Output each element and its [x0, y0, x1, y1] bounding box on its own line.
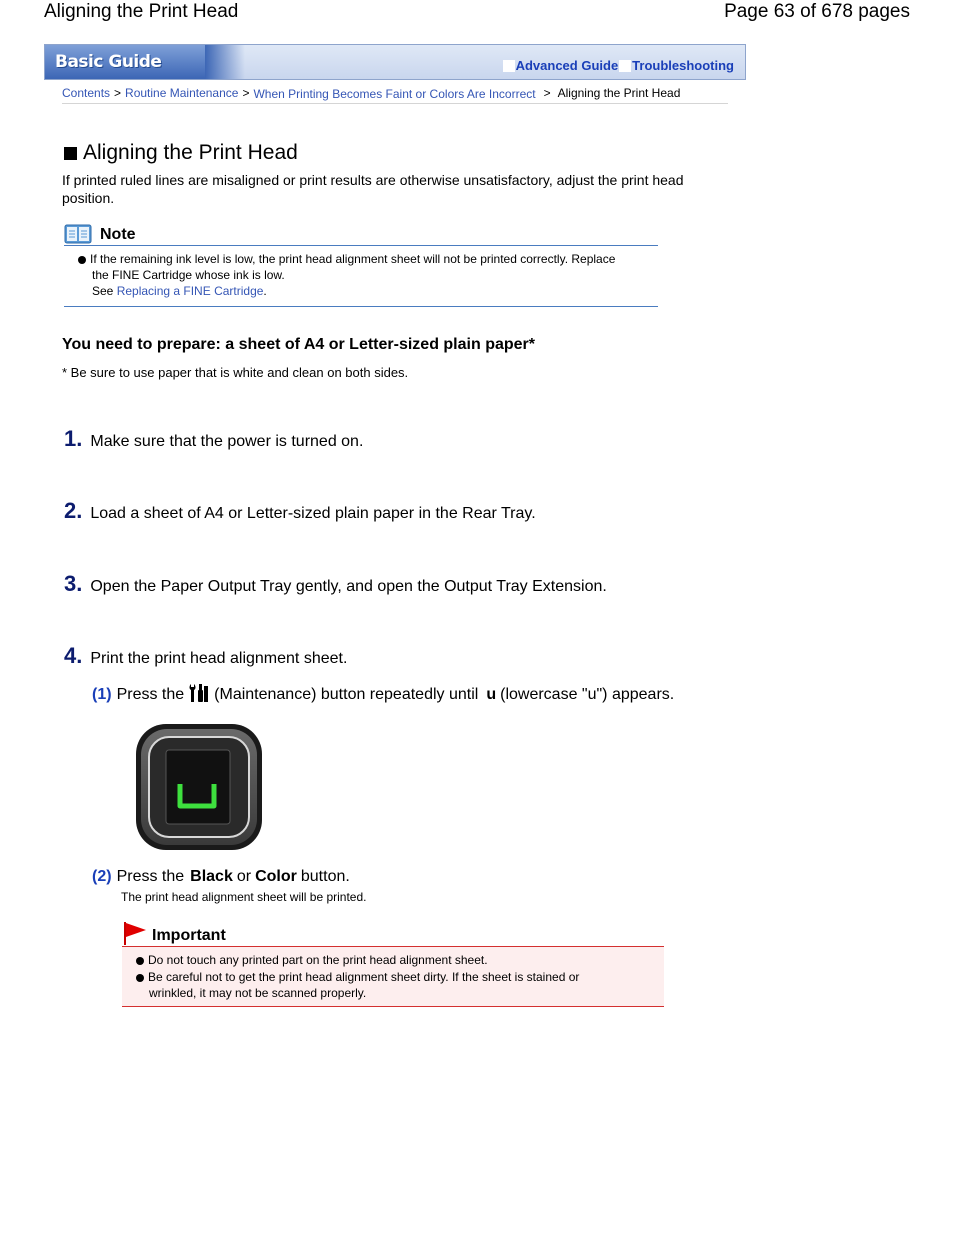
- note-book-icon: [64, 223, 92, 245]
- color-button-label: Color: [255, 868, 297, 885]
- substep-1: (1) Press the (Maintenance) button repeatedly until u (lowercase "u") appears.: [92, 682, 674, 708]
- link-box-icon: [619, 60, 631, 72]
- step-4: 4. Print the print head alignment sheet.: [64, 643, 348, 668]
- advanced-guide-link[interactable]: Advanced Guide: [515, 58, 619, 73]
- note-box: [64, 220, 658, 307]
- breadcrumb-faint-colors[interactable]: When Printing Becomes Faint or Colors Are Incorrect: [253, 87, 536, 101]
- substep-2: (2) Press the Black or Color button.: [92, 868, 350, 885]
- basic-guide-logo: Basic Guide: [45, 45, 205, 79]
- red-flag-icon: [122, 920, 148, 946]
- important-heading: Important: [152, 927, 226, 944]
- maintenance-icon: [188, 682, 210, 704]
- guide-nav-bar: [44, 44, 746, 80]
- prepare-heading: You need to prepare: a sheet of A4 or Letter-sized plain paper*: [62, 336, 535, 353]
- step-3: 3. Open the Paper Output Tray gently, and open the Output Tray Extension.: [64, 571, 607, 596]
- breadcrumb-contents[interactable]: Contents: [62, 86, 111, 100]
- important-body: Do not touch any printed part on the print head alignment sheet. Be careful not to get the print head alignment sheet dirty. If the sheet is stained or wrinkled, it may not be scanned properly.: [122, 947, 664, 1007]
- breadcrumb: Contents > Routine Maintenance > When Printing Becomes Faint or Colors Are Incorrect > Aligning the Print Head: [62, 86, 728, 104]
- page-header: [0, 0, 954, 28]
- black-button-label: Black: [190, 868, 233, 885]
- led-display-image: [134, 722, 264, 852]
- document-title: Aligning the Print Head: [44, 1, 239, 22]
- substep-2-description: The print head alignment sheet will be printed.: [121, 890, 367, 904]
- lowercase-u-glyph: u: [486, 686, 497, 703]
- link-box-icon: [503, 60, 515, 72]
- prepare-footnote: * Be sure to use paper that is white and clean on both sides.: [62, 365, 409, 380]
- intro-text: If printed ruled lines are misaligned or print results are otherwise unsatisfactory, adjust the print head position.: [62, 172, 684, 206]
- breadcrumb-routine-maintenance[interactable]: Routine Maintenance: [125, 86, 239, 100]
- guide-links: [503, 58, 735, 73]
- note-heading: Note: [100, 226, 136, 243]
- important-box: [122, 918, 664, 1007]
- note-body: If the remaining ink level is low, the print head alignment sheet will not be printed correctly. Replace the FINE Cartridge whose ink is low. See Replacing a FINE Cartridge.: [64, 246, 658, 307]
- replacing-cartridge-link[interactable]: Replacing a FINE Cartridge: [116, 284, 264, 298]
- step-2: 2. Load a sheet of A4 or Letter-sized plain paper in the Rear Tray.: [64, 498, 536, 523]
- breadcrumb-current: Aligning the Print Head: [557, 86, 681, 100]
- page-counter: Page 63 of 678 pages: [724, 1, 910, 22]
- page-title: Aligning the Print Head: [64, 141, 298, 165]
- bullet-icon: [78, 256, 86, 264]
- bullet-icon: [136, 957, 144, 965]
- step-1: 1. Make sure that the power is turned on.: [64, 426, 364, 451]
- troubleshooting-link[interactable]: Troubleshooting: [632, 58, 734, 73]
- square-bullet-icon: [64, 147, 77, 160]
- bullet-icon: [136, 974, 144, 982]
